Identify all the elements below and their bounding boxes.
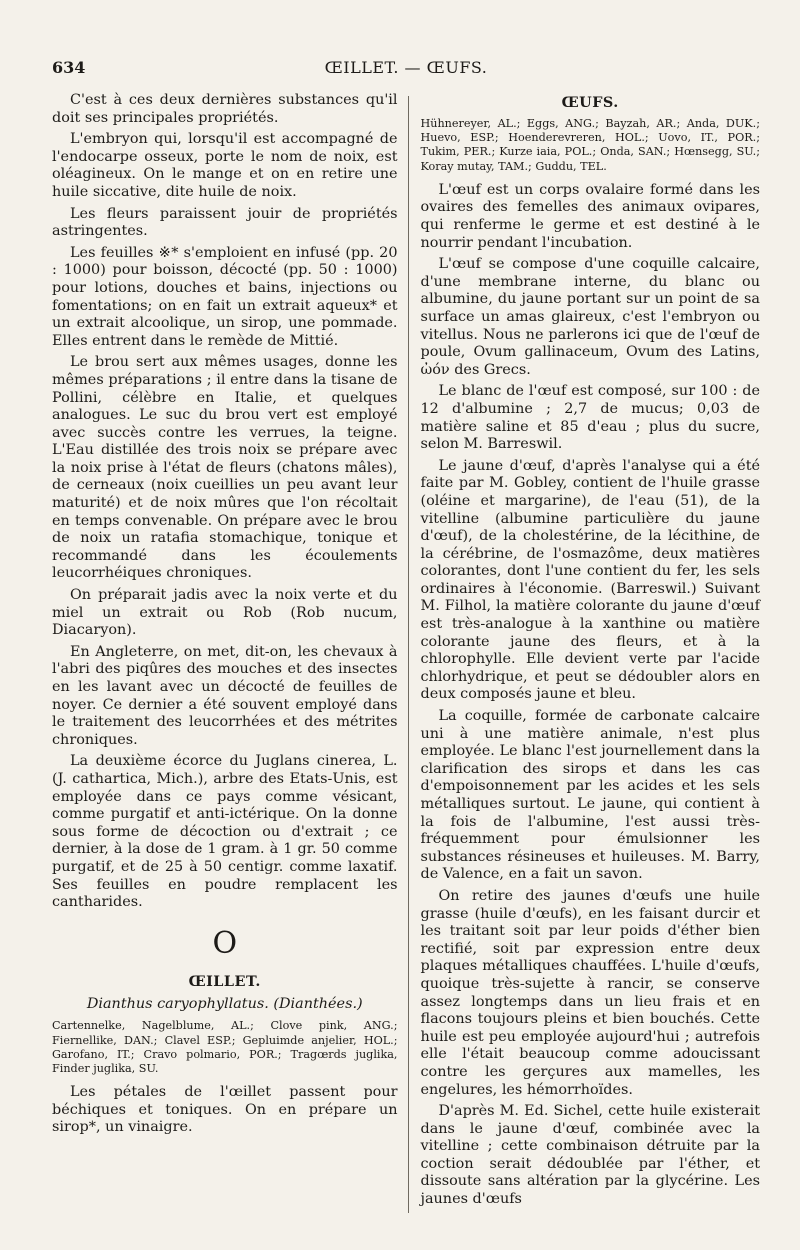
right-column bbox=[409, 92, 761, 1213]
paragraph: Les fleurs paraissent jouir de propriétés astringentes. bbox=[52, 205, 398, 240]
paragraph: D'après M. Ed. Sichel, cette huile existerait dans le jaune d'œuf, combinée avec la vitelline ; cette combinaison détruite par la coction serait dédoublée par l'éther, et dissoute sans altération par la glycérine. Les jaunes d'œufs bbox=[420, 1103, 760, 1208]
paragraph: L'œuf est un corps ovalaire formé dans les ovaires des femelles des animaux ovipares, qui renferme le germe et est destiné à le nourrir pendant l'incubation. bbox=[420, 181, 760, 251]
paragraph: L'embryon qui, lorsqu'il est accompagné de l'endocarpe osseux, porte le nom de noix, est oléagineux. On le mange et on en retire une huile siccative, dite huile de noix. bbox=[52, 131, 398, 200]
paragraph: Les feuilles ※* s'emploient en infusé (pp. 20 : 1000) pour boisson, décocté (pp. 50 : 1000) pour lotions, douches et bains, injections ou fomentations; on en fait un extrait aqueux* et un extrait alcoolique, un sirop, une pommade. Elles entrent dans le remède de Mittié. bbox=[52, 244, 398, 349]
two-column-body bbox=[52, 92, 760, 1213]
page-number: 634 bbox=[52, 58, 86, 77]
paragraph: En Angleterre, on met, dit-on, les chevaux à l'abri des piqûres des mouches et des insectes en les lavant avec un décocté de feuilles de noyer. Ce dernier a été souvent employé dans le traitement des leucorrhées et des métrites chroniques. bbox=[52, 643, 398, 748]
paragraph: Le jaune d'œuf, d'après l'analyse qui a été faite par M. Gobley, contient de l'huile grasse (oléine et margarine), de l'eau (51), de la vitelline (albumine particulière du jaune d'œuf), de la cholestérine, de la lécithine, de la cérébrine, de l'osmazôme, deux matières colorantes, dont l'une contient du fer, les sels ordinaires à l'économie. (Barreswil.) Suivant M. Filhol, la matière colorante du jaune d'œuf est très-analogue à la xanthine ou matière colorante jaune des fleurs, et à la chlorophylle. Elle devient verte par l'acide chlorhydrique, et peut se dédoubler alors en deux composés jaune et bleu. bbox=[420, 457, 760, 703]
entry-subtitle: Dianthus caryophyllatus. (Dianthées.) bbox=[86, 995, 363, 1012]
paragraph: La coquille, formée de carbonate calcaire uni à une matière animale, n'est plus employée. Le blanc l'est journellement dans la clarification des sirops et dans les cas d'empoisonnement par les acides et les sels métalliques surtout. Le jaune, qui contient à la fois de l'albumine, l'est aussi très-fréquemment pour émulsionner les substances résineuses et huileuses. M. Barry, de Valence, en a fait un savon. bbox=[420, 708, 760, 883]
synonyms-list: Hühnereyer, AL.; Eggs, ANG.; Bayzah, AR.; Anda, DUK.; Huevo, ESP.; Hoenderevreren, HOL.; Uovo, IT., POR.; Tukim, PER.; Kurze iaia, POL.; Onda, SAN.; Hœnsegg, SU.; Koray mutay, TAM.; Guddu, TEL. bbox=[420, 117, 760, 173]
paragraph: On préparait jadis avec la noix verte et du miel un extrait ou Rob (Rob nucum, Diacaryon). bbox=[52, 587, 398, 639]
paragraph: L'œuf se compose d'une coquille calcaire, d'une membrane interne, du blanc ou albumine, du jaune portant sur un point de sa surface un amas glaireux, c'est l'embryon ou vitellus. Nous ne parlerons ici que de l'œuf de poule, Ovum gallinaceum, Ovum des Latins, ὠόν des Grecs. bbox=[420, 256, 760, 378]
section-letter: O bbox=[212, 925, 238, 961]
paragraph: La deuxième écorce du Juglans cinerea, L. (J. cathartica, Mich.), arbre des Etats-Unis, est employée dans ce pays comme vésicant, comme purgatif et anti-ictérique. On la donne sous forme de décoction ou d'extrait ; ce dernier, à la dose de 1 gram. à 1 gr. 50 comme purgatif, et de 25 à 50 centigr. comme laxatif. Ses feuilles en poudre remplacent les cantharides. bbox=[52, 753, 398, 911]
left-column bbox=[52, 92, 408, 1213]
page-header bbox=[52, 56, 760, 86]
paragraph: C'est à ces deux dernières substances qu'il doit ses principales propriétés. bbox=[52, 92, 398, 126]
paragraph: Le brou sert aux mêmes usages, donne les mêmes préparations ; il entre dans la tisane de Pollini, célèbre en Italie, et quelques analogues. Le suc du brou vert est employé avec succès contre les verrues, la teigne. L'Eau distillée des trois noix se prépare avec la noix prise à l'état de fleurs (chatons mâles), de cerneaux (noix cueillies un peu avant leur maturité) et de noix mûres que l'on récoltait en temps convenable. On prépare avec le brou de noix un ratafia stomachique, tonique et recommandé dans les écoulements leucorrhéiques chroniques. bbox=[52, 354, 398, 582]
paragraph: On retire des jaunes d'œufs une huile grasse (huile d'œufs), en les faisant durcir et les traitant soit par leur poids d'éther bien rectifié, soit par expression entre deux plaques métalliques chauffées. L'huile d'œufs, quoique très-sujette à rancir, se conserve assez longtemps dans un lieu frais et en flacons toujours pleins et bien bouchés. Cette huile est peu employée aujourd'hui ; autrefois elle l'était beaucoup comme adoucissant contre les gerçures aux mamelles, les engelures, les hémorrhoïdes. bbox=[420, 887, 760, 1098]
running-head: ŒILLET. — ŒUFS. bbox=[324, 58, 488, 77]
synonyms-list: Cartennelke, Nagelblume, AL.; Clove pink, ANG.; Fiernellike, DAN.; Clavel ESP.; Gepluimde anjelier, HOL.; Garofano, IT.; Cravo polmario, POR.; Tragœrds juglika, Finder juglika, SU. bbox=[52, 1019, 398, 1075]
entry-title-oeillet: ŒILLET. bbox=[188, 972, 261, 990]
paragraph: Les pétales de l'œillet passent pour béchiques et toniques. On en prépare un sirop*, un vinaigre. bbox=[52, 1084, 398, 1136]
entry-title-oeufs: ŒUFS. bbox=[561, 94, 619, 111]
paragraph: Le blanc de l'œuf est composé, sur 100 : de 12 d'albumine ; 2,7 de mucus; 0,03 de matière saline et 85 d'eau ; plus du sucre, selon M. Barreswil. bbox=[420, 383, 760, 453]
